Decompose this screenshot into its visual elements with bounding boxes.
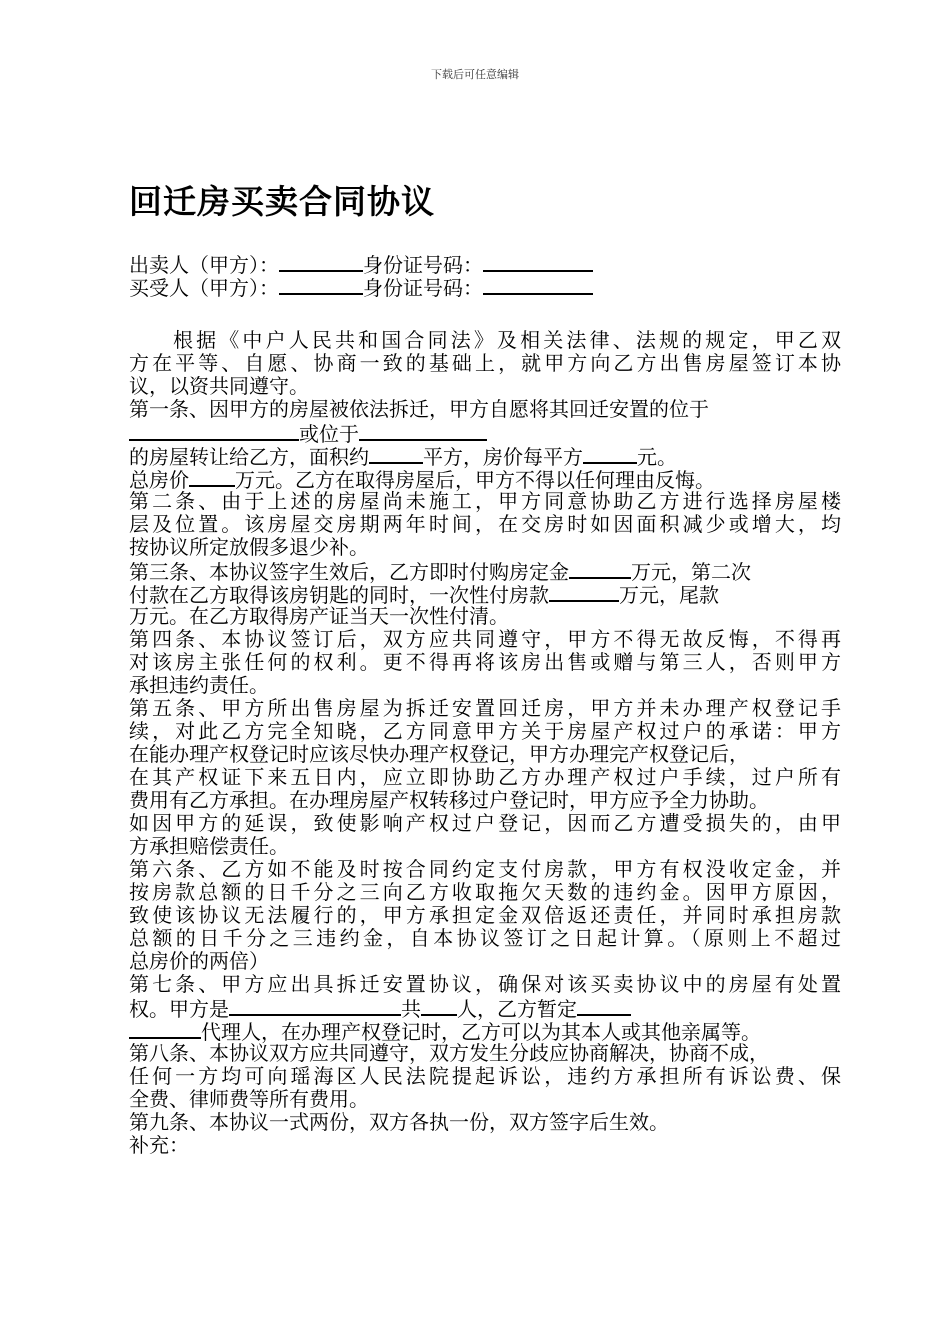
- seller-label: 出卖人（甲方）：: [129, 253, 279, 277]
- second-payment-blank[interactable]: [549, 582, 619, 602]
- buyer-label: 买受人（甲方）：: [129, 276, 279, 300]
- supplement-label: 补充：: [129, 1133, 189, 1157]
- article-6-line-3: 致使该协议无法履行的，甲方承担定金双倍返还责任，并同时承担房款: [129, 903, 841, 927]
- people-count-blank[interactable]: [421, 996, 457, 1016]
- agent-blank-1[interactable]: [577, 996, 631, 1016]
- area-blank[interactable]: [369, 444, 423, 464]
- article-6-line-4: 总额的日千分之三违约金，自本协议签订之日起计算。（原则上不超过: [129, 926, 841, 950]
- party-a-name-blank[interactable]: [229, 996, 401, 1016]
- article-1-tail-text: 万元。乙方在取得房屋后，甲方不得以任何理由反悔。: [235, 468, 715, 492]
- article-4-line-3: 承担违约责任。: [129, 673, 269, 697]
- seller-line: [129, 252, 841, 275]
- agent-blank-2[interactable]: [129, 1019, 201, 1039]
- page-header-note: 下载后可任意编辑: [431, 68, 519, 81]
- article-3-final-text: 万元，尾款: [619, 583, 719, 607]
- article-5-line-5: 费用有乙方承担。在办理房屋产权转移过户登记时，甲方应予全力协助。: [129, 788, 769, 812]
- article-3-second-text: 万元，第二次: [631, 560, 751, 584]
- seller-name-blank[interactable]: [279, 252, 363, 272]
- buyer-name-blank[interactable]: [279, 275, 363, 295]
- article-3-deposit-text: 第三条、本协议签字生效后，乙方即时付购房定金: [129, 560, 569, 584]
- seller-id-label: 身份证号码：: [363, 253, 483, 277]
- article-3-line-3: 万元。在乙方取得房产证当天一次性付清。: [129, 604, 509, 628]
- total-price-blank[interactable]: [189, 467, 235, 487]
- article-7-tail-text: 代理人，在办理产权登记时，乙方可以为其本人或其他亲属等。: [201, 1020, 761, 1044]
- article-1-line-4: [129, 467, 841, 490]
- article-4-line-1: 第四条、本协议签订后，双方应共同遵守，甲方不得无故反悔，不得再: [129, 627, 841, 651]
- article-5-line-7: 方承担赔偿责任。: [129, 834, 289, 858]
- article-5-line-2: 续，对此乙方完全知晓，乙方同意甲方关于房屋产权过户的承诺：甲方: [129, 719, 841, 743]
- seller-id-blank[interactable]: [483, 252, 593, 272]
- article-7-line-1: 第七条、甲方应出具拆迁安置协议，确保对该买卖协议中的房屋有处置: [129, 972, 841, 996]
- article-2-line-2: 层及位置。该房屋交房期两年时间，在交房时如因面积减少或增大，均: [129, 512, 841, 536]
- unit-price-blank[interactable]: [583, 444, 637, 464]
- article-1-line-1: 第一条、因甲方的房屋被依法拆迁，甲方自愿将其回迁安置的位于: [129, 397, 709, 421]
- location-blank-1[interactable]: [129, 421, 299, 441]
- article-1-area-text: 的房屋转让给乙方，面积约: [129, 445, 369, 469]
- article-5-line-6: 如因甲方的延误，致使影响产权过户登记，因而乙方遭受损失的，由甲: [129, 811, 841, 835]
- article-8-line-1: 第八条、本协议双方应共同遵守，双方发生分歧应协商解决，协商不成，: [129, 1041, 769, 1065]
- article-7-line-3: [129, 1019, 841, 1042]
- article-5-line-1: 第五条、甲方所出售房屋为拆迁安置回迁房，甲方并未办理产权登记手: [129, 696, 841, 720]
- contract-body: [129, 252, 841, 1157]
- article-3-payment-text: 付款在乙方取得该房钥匙的同时，一次性付房款: [129, 583, 549, 607]
- article-8-line-2: 任何一方均可向瑶海区人民法院提起诉讼，违约方承担所有诉讼费、保: [129, 1064, 841, 1088]
- article-1-price-text: 平方，房价每平方: [423, 445, 583, 469]
- article-5-line-4: 在其产权证下来五日内，应立即协助乙方办理产权过户手续，过户所有: [129, 765, 841, 789]
- article-9-line-1: 第九条、本协议一式两份，双方各执一份，双方签字后生效。: [129, 1110, 669, 1134]
- location-blank-2[interactable]: [359, 421, 487, 441]
- article-1-line-3: [129, 444, 841, 467]
- buyer-line: [129, 275, 841, 298]
- preamble-line-3: 议，以资共同遵守。: [129, 374, 309, 398]
- article-6-line-5: 总房价的两倍）: [129, 949, 269, 973]
- deposit-blank[interactable]: [569, 559, 631, 579]
- buyer-id-blank[interactable]: [483, 275, 593, 295]
- article-8-line-3: 全费、律师费等所有费用。: [129, 1087, 369, 1111]
- article-7-total-text: 共: [401, 997, 421, 1021]
- article-1-or-label: 或位于: [299, 422, 359, 446]
- article-5-line-3: 在能办理产权登记时应该尽快办理产权登记，甲方办理完产权登记后，: [129, 742, 749, 766]
- article-7-agent-text: 人，乙方暂定: [457, 997, 577, 1021]
- preamble-line-1: 根据《中户人民共和国合同法》及相关法律、法规的规定，甲乙双: [173, 328, 841, 352]
- article-2-line-3: 按协议所定放假多退少补。: [129, 535, 369, 559]
- preamble-line-2: 方在平等、自愿、协商一致的基础上，就甲方向乙方出售房屋签订本协: [129, 351, 841, 375]
- buyer-id-label: 身份证号码：: [363, 276, 483, 300]
- article-1-yuan-text: 元。: [637, 445, 677, 469]
- article-3-line-1: [129, 559, 841, 582]
- article-7-party-text: 权。甲方是: [129, 997, 229, 1021]
- article-1-line-2: [129, 421, 841, 444]
- article-6-line-1: 第六条、乙方如不能及时按合同约定支付房款，甲方有权没收定金，并: [129, 857, 841, 881]
- article-6-line-2: 按房款总额的日千分之三向乙方收取拖欠天数的违约金。因甲方原因，: [129, 880, 841, 904]
- document-title: 回迁房买卖合同协议: [129, 182, 435, 221]
- article-2-line-1: 第二条、由于上述的房屋尚未施工，甲方同意协助乙方进行选择房屋楼: [129, 489, 841, 513]
- article-4-line-2: 对该房主张任何的权利。更不得再将该房出售或赠与第三人，否则甲方: [129, 650, 841, 674]
- article-7-line-2: [129, 996, 841, 1019]
- article-3-line-2: [129, 582, 841, 605]
- total-price-label: 总房价: [129, 468, 189, 492]
